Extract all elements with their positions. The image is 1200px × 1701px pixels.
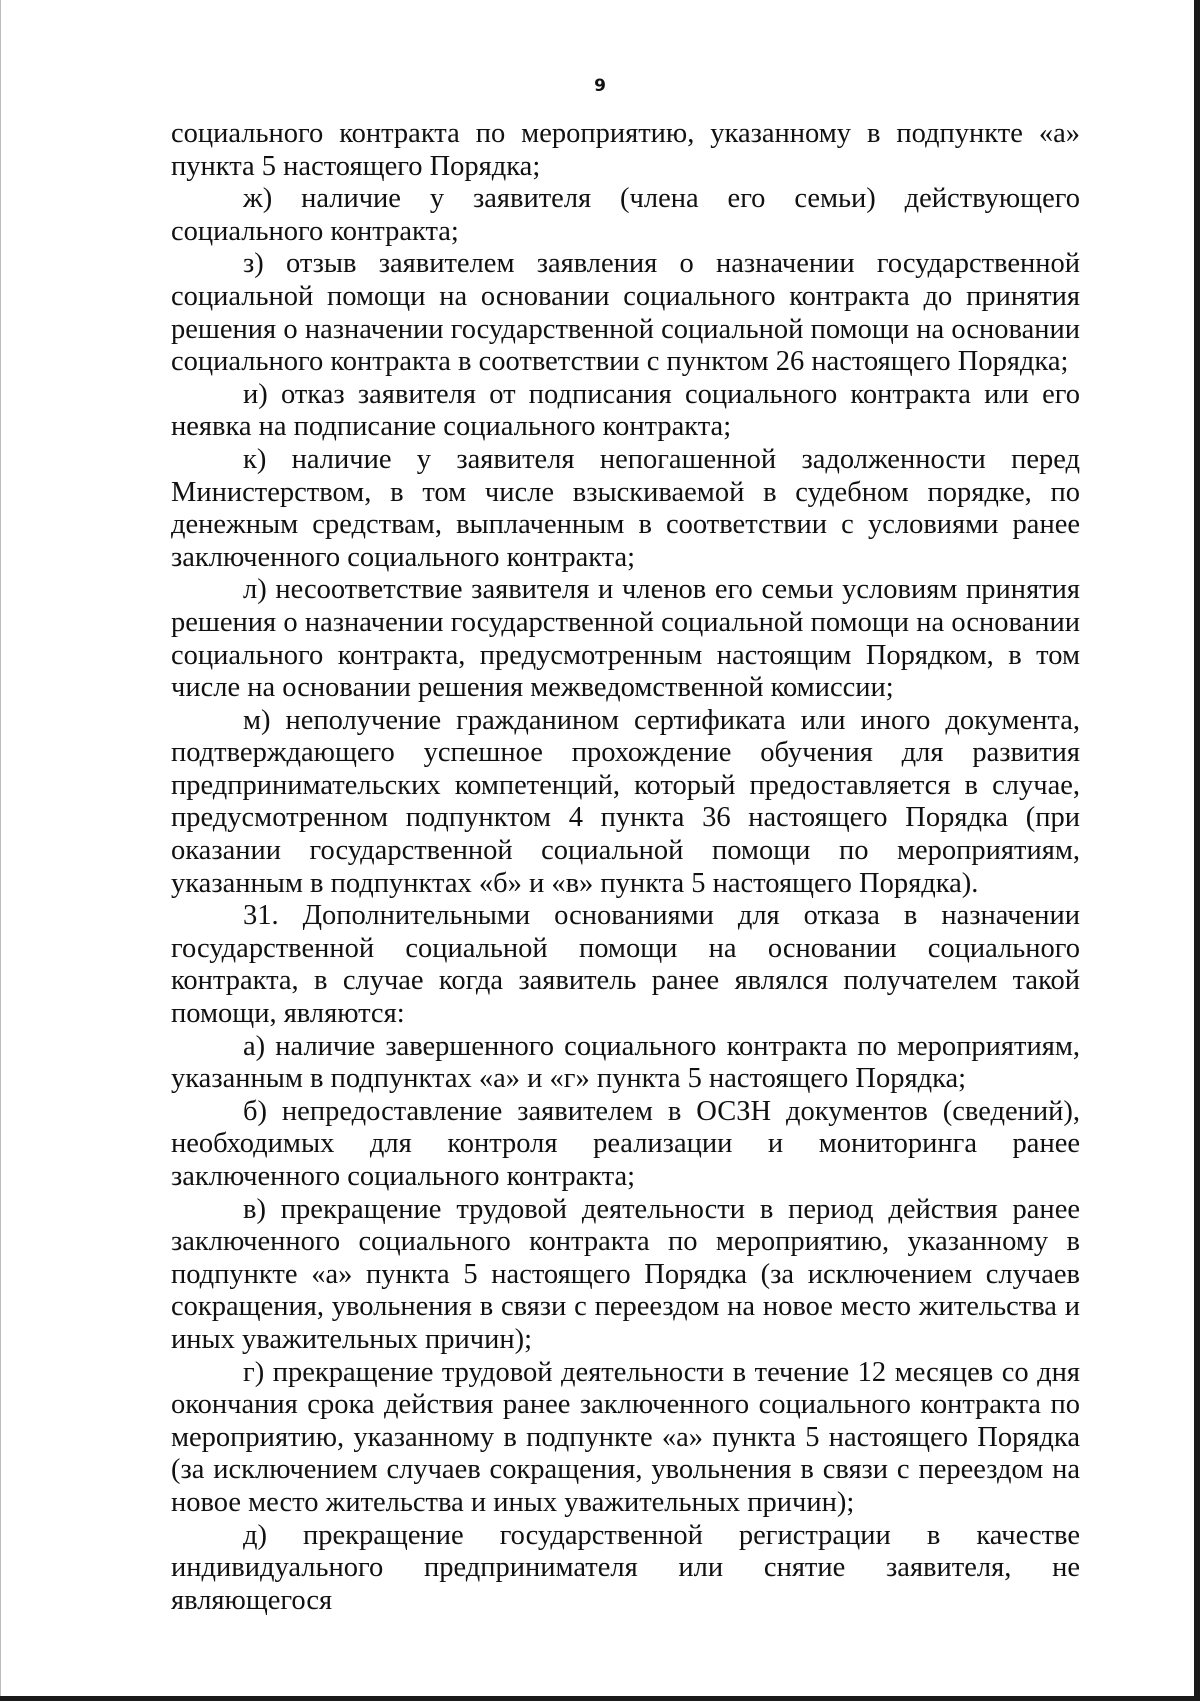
paragraph-item-b: б) непредоставление заявителем в ОСЗН документов (сведений), необходимых для контроля реализации и мониторинга ранее заключенного социального контракта; — [171, 1095, 1080, 1192]
paragraph-item-v: в) прекращение трудовой деятельности в период действия ранее заключенного социального контракта по мероприятию, указанному в подпункте «а» пункта 5 настоящего Порядка (за исключением случаев сокращения, увольнения в связи с переездом на новое место жительства и иных уважительных причин); — [171, 1193, 1080, 1355]
paragraph-item-g: г) прекращение трудовой деятельности в течение 12 месяцев со дня окончания срока действия ранее заключенного социального контракта по мероприятию, указанному в подпункте «а» пункта 5 настоящего Порядка (за исключением случаев сокращения, увольнения в связи с переездом на новое место жительства и иных уважительных причин); — [171, 1356, 1080, 1518]
scan-edge-right — [1194, 0, 1200, 1701]
page-number: 9 — [594, 76, 606, 96]
paragraph-item-i: и) отказ заявителя от подписания социального контракта или его неявка на подписание социального контракта; — [171, 378, 1080, 443]
paragraph-clause-31: 31. Дополнительными основаниями для отказа в назначении государственной социальной помощи на основании социального контракта, в случае когда заявитель ранее являлся получателем такой помощи, являются: — [171, 900, 1080, 1030]
scan-edge-left — [0, 0, 1, 1701]
paragraph-item-k: к) наличие у заявителя непогашенной задолженности перед Министерством, в том числе взыскиваемой в судебном порядке, по денежным средствам, выплаченным в соответствии с условиями ранее заключенного социального контракта; — [171, 443, 1080, 573]
document-body — [171, 118, 1080, 1617]
paragraph-item-zh: ж) наличие у заявителя (члена его семьи) действующего социального контракта; — [171, 183, 1080, 247]
paragraph-item-a: а) наличие завершенного социального контракта по мероприятиям, указанным в подпунктах «а» и «г» пункта 5 настоящего Порядка; — [171, 1030, 1080, 1095]
paragraph-item-m: м) неполучение гражданином сертификата или иного документа, подтверждающего успешное прохождение обучения для развития предпринимательских компетенций, который предоставляется в случае, предусмотренном подпунктом 4 пункта 36 настоящего Порядка (при оказании государственной социальной помощи по мероприятиям, указанным в подпунктах «б» и «в» пункта 5 настоящего Порядка). — [171, 704, 1080, 899]
scan-edge-bottom — [0, 1696, 1200, 1701]
paragraph-item-d: д) прекращение государственной регистрации в качестве индивидуального предпринимателя или снятие заявителя, не являющегося — [171, 1519, 1080, 1616]
paragraph-item-l: л) несоответствие заявителя и членов его семьи условиям принятия решения о назначении государственной социальной помощи на основании социального контракта, предусмотренным настоящим Порядком, в том числе на основании решения межведомственной комиссии; — [171, 574, 1080, 704]
paragraph-item-z: з) отзыв заявителем заявления о назначении государственной социальной помощи на основании социального контракта до принятия решения о назначении государственной социальной помощи на основании социального контракта в соответствии с пунктом 26 настоящего Порядка; — [171, 248, 1080, 378]
paragraph-continuation: социального контракта по мероприятию, указанному в подпункте «а» пункта 5 настоящего Порядка; — [171, 118, 1080, 182]
